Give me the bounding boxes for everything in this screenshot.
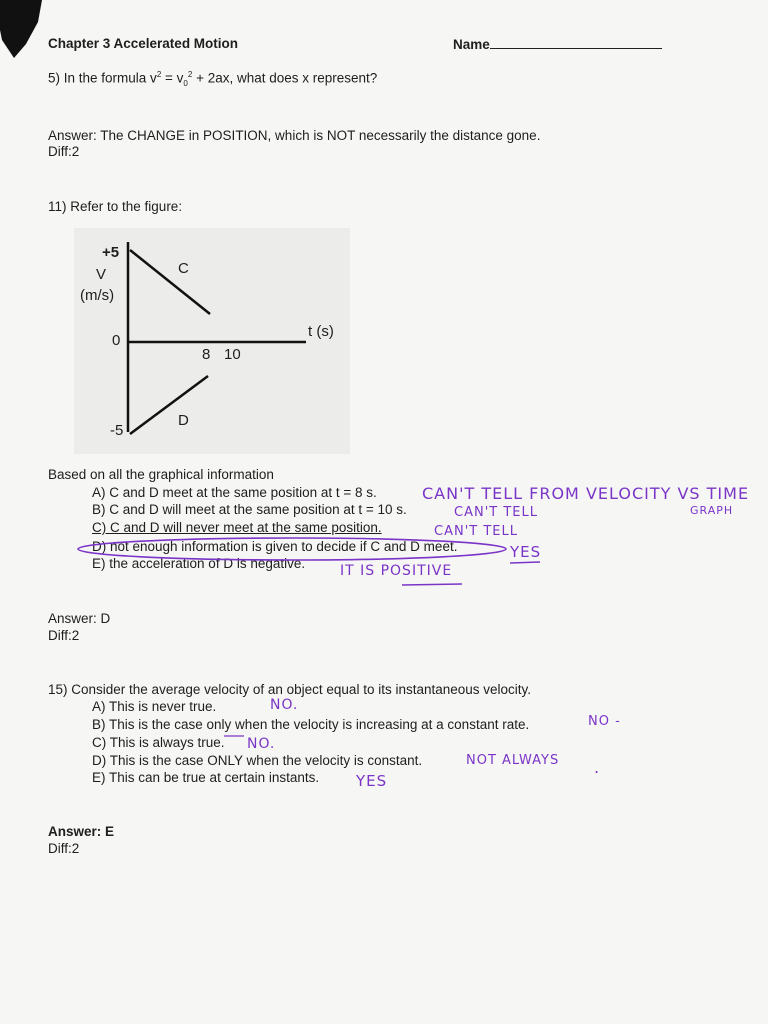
q15-note-e: YES (356, 772, 388, 790)
line-c-label: C (178, 260, 189, 277)
y-axis-label: V (96, 266, 107, 283)
x-axis-label: t (s) (308, 323, 334, 340)
q11-note-e: IT IS POSITIVE (340, 563, 453, 579)
q11-option-a: A) C and D meet at the same position at t = 8 s. (92, 485, 377, 500)
q15-note-d: NOT ALWAYS (466, 753, 560, 768)
q11-note-a: CAN'T TELL FROM VELOCITY VS TIME (422, 484, 750, 503)
q11-intro: Based on all the graphical information (48, 467, 274, 482)
q11-answer: Answer: D (48, 611, 111, 626)
q15-note-d-dot: . (594, 758, 601, 777)
q11-diff: Diff:2 (48, 628, 80, 643)
q15-note-a: NO. (270, 697, 299, 713)
q15-note-c: NO. (247, 736, 276, 752)
q11-option-c: C) C and D will never meet at the same position. (92, 520, 382, 535)
name-label: Name (453, 37, 490, 52)
chapter-title: Chapter 3 Accelerated Motion (48, 36, 239, 51)
q11-note-c: CAN'T TELL (434, 524, 518, 539)
q15-note-b: NO - (588, 714, 621, 729)
q11-note-a-graph: GRAPH (690, 504, 734, 517)
y-tick-minus5: -5 (110, 422, 124, 439)
x-tick-8: 8 (202, 346, 211, 363)
line-d-label: D (178, 412, 189, 429)
q15-option-b: B) This is the case only when the velocity is increasing at a constant rate. (92, 717, 530, 732)
q5-question: 5) In the formula $v^2 = v_0^2 + 2ax$, what does x represent? (48, 70, 378, 89)
q11-option-b: B) C and D will meet at the same position at t = 10 s. (92, 502, 407, 517)
q15-answer: Answer: E (48, 824, 115, 839)
q15-question: 15) Consider the average velocity of an object equal to its instantaneous velocity. (48, 682, 532, 697)
q15-option-d: D) This is the case ONLY when the velocity is constant. (92, 753, 423, 768)
q11-question: 11) Refer to the figure: (48, 199, 183, 214)
y-axis-unit: (m/s) (80, 287, 115, 304)
q5-answer: Answer: The CHANGE in POSITION, which is NOT necessarily the distance gone. (48, 128, 541, 143)
q15-diff: Diff:2 (48, 841, 80, 856)
q11-note-d: YES (510, 543, 542, 561)
q11-note-b: CAN'T TELL (454, 505, 538, 520)
q11-option-e: E) the acceleration of D is negative. (92, 556, 306, 571)
q15-option-c: C) This is always true. (92, 735, 225, 750)
q5-diff: Diff:2 (48, 144, 80, 159)
x-tick-10: 10 (224, 346, 241, 363)
q15-option-a: A) This is never true. (92, 699, 217, 714)
y-tick-zero: 0 (112, 332, 121, 349)
q11-option-d: D) not enough information is given to decide if C and D meet. (92, 539, 458, 554)
y-tick-plus5: +5 (102, 244, 120, 261)
q15-option-e: E) This can be true at certain instants. (92, 770, 320, 785)
